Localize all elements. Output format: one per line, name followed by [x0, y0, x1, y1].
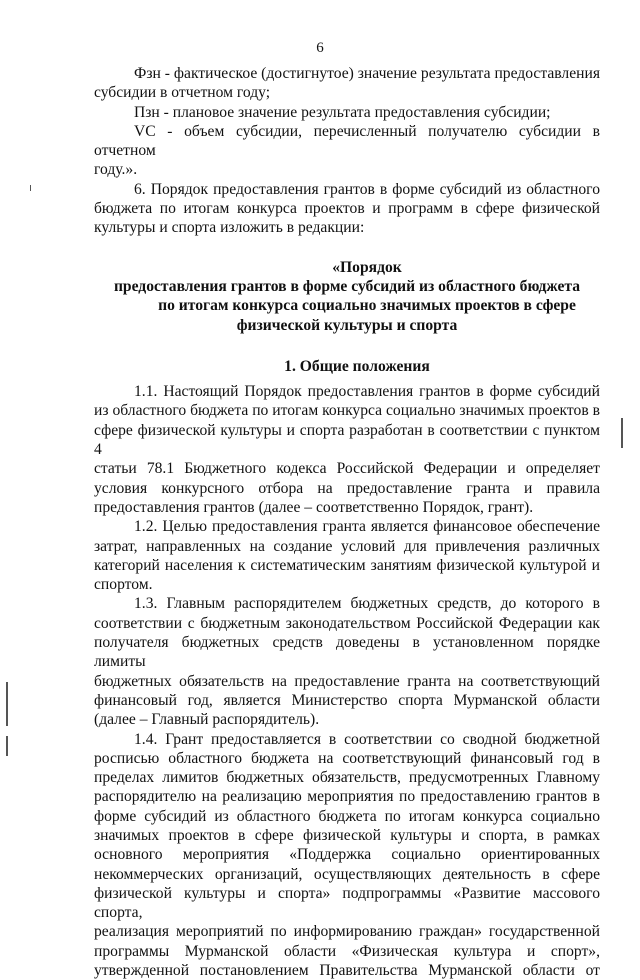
paragraph-line: спортом.	[94, 576, 153, 594]
paragraph-line: 1.2. Целью предоставления гранта является финансовое обеспечение	[134, 518, 600, 536]
formula-definition-line: Пзн - плановое значение результата предоставления субсидии;	[134, 103, 551, 121]
paragraph-line: форме субсидий из областного бюджета по итогам конкурса социально	[94, 807, 600, 825]
document-title	[94, 258, 600, 335]
paragraph-line: росписью областного бюджета на соответствующий финансовый год в	[94, 749, 600, 767]
paragraph-line: категорий населения к систематическим занятиям физической культурой и	[94, 556, 600, 574]
section-heading: 1. Общие положения	[284, 357, 430, 375]
paragraph-line: 6. Порядок предоставления грантов в форме субсидий из областного	[134, 180, 600, 198]
title-line: предоставления грантов в форме субсидий из областного бюджета	[113, 277, 581, 295]
paragraph-line: получателя бюджетных средств доведены в установленном порядке лимиты	[94, 634, 600, 671]
formula-definition-line: субсидии в отчетном году;	[94, 84, 271, 102]
paragraph-line: утвержденной постановлением Правительства Мурманской области от	[94, 962, 600, 980]
paragraph-line: 1.1. Настоящий Порядок предоставления грантов в форме субсидий	[134, 383, 600, 401]
paragraph-line: физической культуры и спорта» подпрограммы «Развитие массового спорта,	[94, 884, 600, 922]
scan-mark	[6, 736, 8, 756]
paragraph-line: из областного бюджета по итогам конкурса социально значимых проектов в	[94, 402, 600, 420]
paragraph-line: (далее – Главный распорядитель).	[94, 711, 320, 729]
scan-mark	[6, 682, 8, 726]
paragraph-line: статьи 78.1 Бюджетного кодекса Российской Федерации и определяет	[94, 460, 600, 478]
paragraph-line: бюджета по итогам конкурса проектов и программ в сфере физической	[94, 200, 600, 218]
paragraph-line: 1.4. Грант предоставляется в соответствии со сводной бюджетной	[134, 730, 600, 748]
formula-definition-line: году.».	[94, 161, 138, 179]
paragraph-line: некоммерческих организаций, осуществляющих деятельность в сфере	[94, 865, 600, 883]
paragraph-line: условия конкурсного отбора на предоставление гранта и правила	[94, 479, 600, 497]
title-line: физической культуры и спорта	[236, 316, 458, 334]
paragraph-line: финансовый год, является Министерство спорта Мурманской области	[94, 691, 600, 709]
paragraph-line: культуры и спорта изложить в редакции:	[94, 219, 365, 237]
scan-mark	[621, 418, 623, 448]
paragraph-line: соответствии с бюджетным законодательством Российской Федерации как	[94, 614, 600, 632]
paragraph-line: бюджетных обязательств на предоставление гранта на соответствующий	[94, 672, 600, 690]
page-number: 6	[316, 40, 324, 56]
formula-definition-line: VC - объем субсидии, перечисленный получателю субсидии в отчетном	[94, 122, 600, 160]
paragraph-line: реализация мероприятий по информированию граждан» государственной	[94, 923, 600, 941]
title-line: по итогам конкурса социально значимых проектов в сфере	[158, 297, 576, 315]
scan-mark	[30, 185, 31, 191]
formula-definition-line: Фзн - фактическое (достигнутое) значение результата предоставления	[134, 65, 600, 82]
paragraph-line: затрат, направленных на создание условий для привлечения различных	[94, 537, 600, 555]
paragraph-line: пределах лимитов бюджетных обязательств, предусмотренных Главному	[94, 769, 600, 787]
paragraph-line: 1.3. Главным распорядителем бюджетных средств, до которого в	[134, 595, 600, 613]
paragraph-line: значимых проектов в сфере физической культуры и спорта, в рамках	[94, 826, 600, 844]
document-body	[94, 64, 600, 980]
paragraph-line: сфере физической культуры и спорта разработан в соответствии с пунктом 4	[94, 421, 600, 459]
paragraph-line: предоставления грантов (далее – соответственно Порядок, грант).	[94, 498, 534, 516]
paragraph-line: основного мероприятия «Поддержка социально ориентированных	[94, 846, 600, 864]
paragraph-line: программы Мурманской области «Физическая культура и спорт»,	[94, 942, 600, 960]
paragraph-line: распорядителю на реализацию мероприятия по предоставлению грантов в	[94, 788, 600, 806]
title-line: «Порядок	[332, 258, 402, 276]
